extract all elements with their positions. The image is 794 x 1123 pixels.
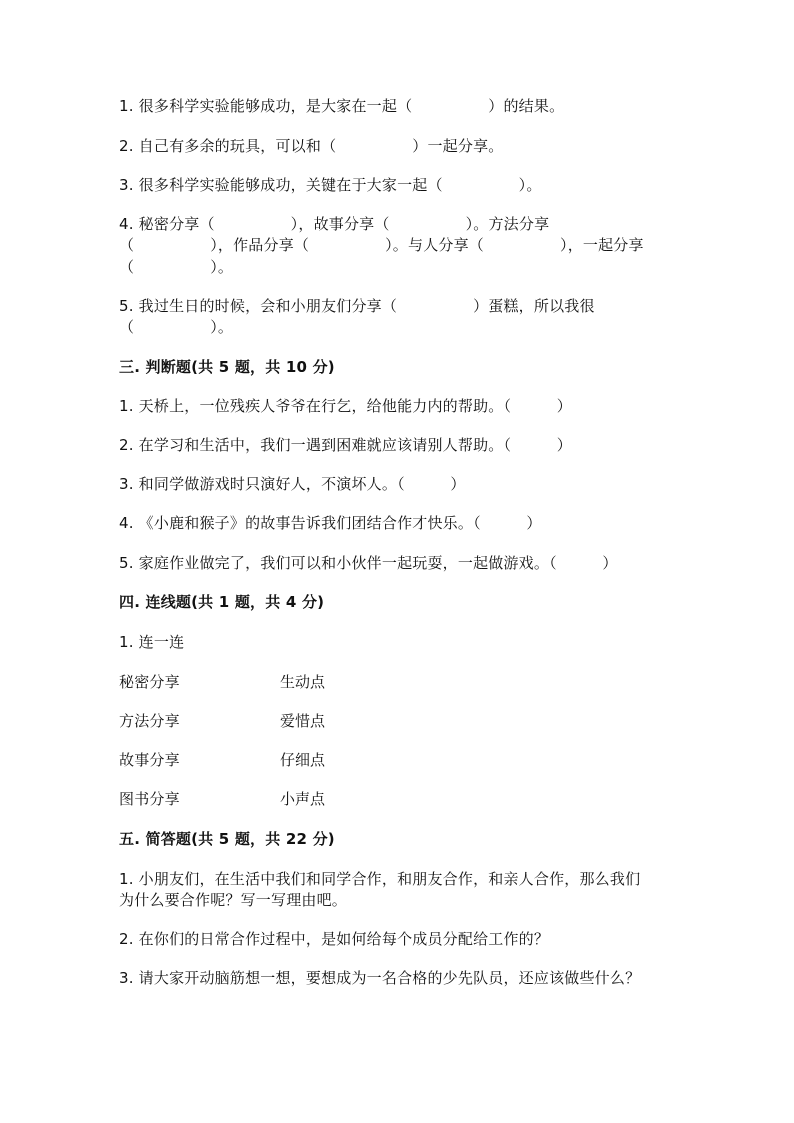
fill-blank-item-4-line-3: （ ）。 (119, 258, 234, 276)
true-false-item-2: 2. 在学习和生活中，我们一遇到困难就应该请别人帮助。（ ） (119, 436, 572, 454)
matching-question: 1. 连一连 (119, 633, 185, 651)
matching-right-item: 爱惜点 (280, 712, 326, 730)
short-answer-item-3: 3. 请大家开动脑筋想一想，要想成为一名合格的少先队员，还应该做些什么？ (119, 969, 641, 987)
short-answer-item-1-line-2: 为什么要合作呢？写一写理由吧。 (119, 891, 348, 909)
section-heading: 四. 连线题(共 1 题，共 4 分) (119, 593, 325, 611)
section-heading: 五. 简答题(共 5 题，共 22 分) (119, 830, 335, 848)
short-answer-item-2: 2. 在你们的日常合作过程中，是如何给每个成员分配给工作的？ (119, 930, 550, 948)
matching-right-item: 小声点 (280, 790, 326, 808)
fill-blank-item-4-line-1: 4. 秘密分享（ ），故事分享（ ）。方法分享 (119, 215, 550, 233)
matching-left-item: 图书分享 (119, 790, 180, 808)
section-heading: 三. 判断题(共 5 题，共 10 分) (119, 358, 335, 376)
matching-right-item: 仔细点 (280, 751, 326, 769)
true-false-item-5: 5. 家庭作业做完了，我们可以和小伙伴一起玩耍，一起做游戏。（ ） (119, 554, 618, 572)
matching-left-item: 故事分享 (119, 751, 180, 769)
matching-left-item: 方法分享 (119, 712, 180, 730)
true-false-item-1: 1. 天桥上，一位残疾人爷爷在行乞，给他能力内的帮助。（ ） (119, 397, 572, 415)
fill-blank-item-3: 3. 很多科学实验能够成功，关键在于大家一起（ ）。 (119, 176, 542, 194)
fill-blank-item-4-line-2: （ ），作品分享（ ）。与人分享（ ），一起分享 (119, 236, 644, 254)
matching-left-item: 秘密分享 (119, 673, 180, 691)
fill-blank-item-5-line-2: （ ）。 (119, 318, 234, 336)
fill-blank-item-1: 1. 很多科学实验能够成功，是大家在一起（ ）的结果。 (119, 97, 565, 115)
fill-blank-item-2: 2. 自己有多余的玩具，可以和（ ）一起分享。 (119, 137, 504, 155)
matching-right-item: 生动点 (280, 673, 326, 691)
true-false-item-3: 3. 和同学做游戏时只演好人，不演坏人。（ ） (119, 475, 466, 493)
short-answer-item-1-line-1: 1. 小朋友们，在生活中我们和同学合作，和朋友合作，和亲人合作，那么我们 (119, 870, 641, 888)
true-false-item-4: 4. 《小鹿和猴子》的故事告诉我们团结合作才快乐。（ ） (119, 514, 542, 532)
fill-blank-item-5-line-1: 5. 我过生日的时候，会和小朋友们分享（ ）蛋糕，所以我很 (119, 297, 595, 315)
